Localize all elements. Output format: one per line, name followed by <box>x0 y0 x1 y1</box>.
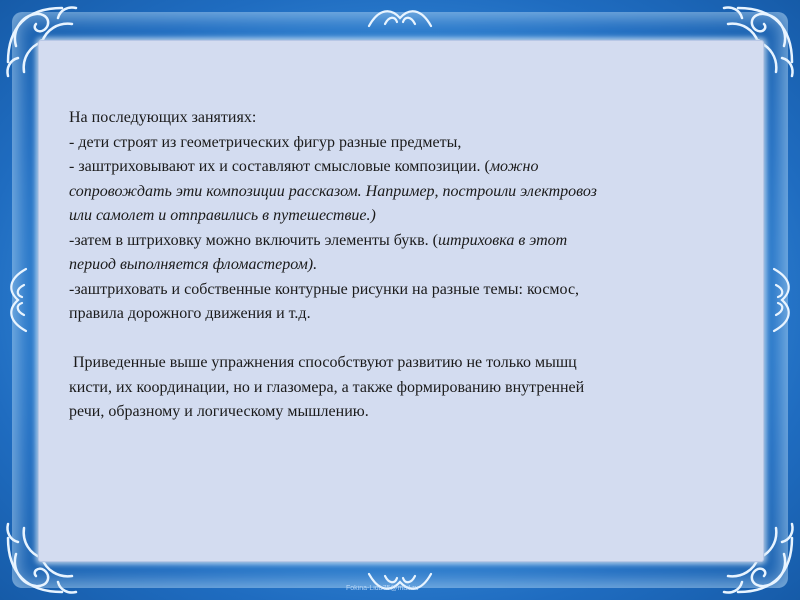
text-line: речи, образному и логическому мышлению. <box>69 403 369 420</box>
italic-text-line: сопровождать эти композиции рассказом. Например, построили электровоз <box>69 182 597 200</box>
text-line: правила дорожного движения и т.д. <box>69 305 311 322</box>
decorative-swirl-edge-icon <box>365 568 435 598</box>
italic-text-line: или самолет и отправились в путешествие.) <box>69 207 376 224</box>
decorative-swirl-edge-icon <box>2 265 32 335</box>
text-line: -заштриховать и собственные контурные рисунки на разные темы: космос, <box>69 280 580 298</box>
decorative-swirl-edge-icon <box>768 265 798 335</box>
text-line <box>69 155 749 180</box>
text-line: - дети строят из геометрических фигур разные предметы, <box>69 133 462 151</box>
footer-credit: Fokina-Lida75@mail.ru <box>346 585 419 592</box>
italic-text-line: период выполняется фломастером). <box>69 256 318 273</box>
text-line: кисти, их координации, но и глазомера, а также формированию внутренней <box>69 378 585 396</box>
slide-body-text <box>69 106 749 425</box>
italic-text-span: можно <box>489 158 539 175</box>
text-line: На последующих занятиях: <box>69 109 257 126</box>
text-span: - заштриховывают их и составляют смысловые композиции. ( <box>69 158 490 175</box>
text-line <box>69 229 749 254</box>
text-line: Приведенные выше упражнения способствуют развитию не только мышц <box>69 354 577 371</box>
paragraph-gap <box>69 327 749 352</box>
italic-text-span: штриховка в этот <box>437 231 568 249</box>
decorative-swirl-edge-icon <box>365 2 435 32</box>
text-span: -затем в штриховку можно включить элементы букв. ( <box>69 231 438 249</box>
